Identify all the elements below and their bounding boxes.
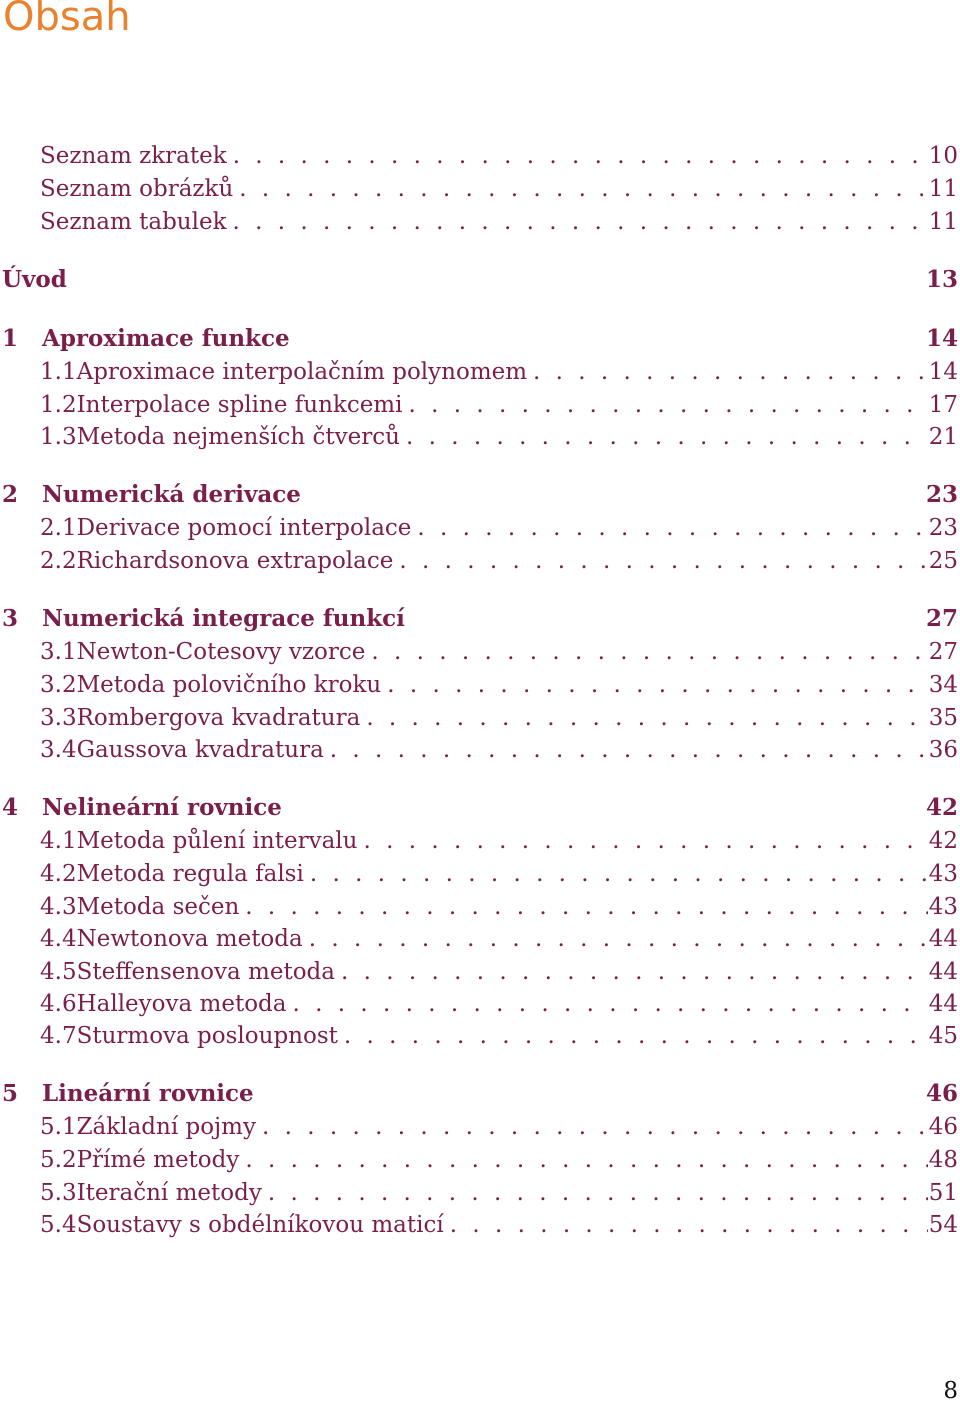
entry-title: Interpolace spline funkcemi (76, 392, 403, 418)
toc-section-entry[interactable] (0, 701, 958, 735)
entry-page: 54 (928, 1212, 958, 1238)
entry-number: 1 (2, 325, 19, 352)
toc-section-entry[interactable] (0, 511, 958, 545)
dot-leader (417, 511, 928, 545)
toc-section-entry[interactable] (0, 922, 958, 956)
toc-section-entry[interactable] (0, 857, 958, 891)
dot-leader (533, 355, 928, 389)
entry-page: 43 (928, 894, 958, 920)
entry-page: 42 (928, 828, 958, 854)
entry-title: Metoda regula falsi (76, 861, 304, 887)
entry-title: Seznam tabulek (40, 209, 227, 235)
entry-number: 4 (2, 794, 19, 821)
dot-leader (239, 172, 928, 206)
dot-leader (245, 890, 928, 924)
entry-number: 4.4 (40, 926, 77, 952)
dot-leader (233, 205, 928, 239)
entry-page: 17 (928, 392, 958, 418)
toc-chapter-entry[interactable] (0, 602, 958, 636)
toc-section-entry[interactable] (0, 987, 958, 1021)
entry-number: 2.2 (40, 548, 77, 574)
dot-leader (233, 139, 928, 173)
entry-page: 11 (928, 176, 958, 202)
entry-number: 2 (2, 481, 19, 508)
dot-leader (371, 635, 928, 669)
toc-chapter-entry[interactable] (0, 263, 958, 297)
entry-page: 14 (928, 359, 958, 385)
dot-leader (344, 1019, 928, 1053)
toc-list-entry[interactable] (0, 205, 958, 239)
entry-page: 21 (928, 424, 958, 450)
dot-leader (309, 922, 928, 956)
entry-page: 25 (928, 548, 958, 574)
toc-section-entry[interactable] (0, 890, 958, 924)
dot-leader (330, 733, 928, 767)
entry-page: 51 (928, 1180, 958, 1206)
entry-title: Halleyova metoda (76, 991, 287, 1017)
entry-page: 45 (928, 1023, 958, 1049)
dot-leader (341, 955, 928, 989)
entry-number: 1.3 (40, 424, 77, 450)
entry-page: 14 (925, 325, 958, 352)
dot-leader (450, 1208, 928, 1242)
entry-page: 35 (928, 705, 958, 731)
entry-number: 4.1 (40, 828, 77, 854)
toc-heading: Obsah (3, 0, 131, 40)
toc-chapter-entry[interactable] (0, 322, 958, 356)
toc-list-entry[interactable] (0, 172, 958, 206)
dot-leader (262, 1110, 928, 1144)
toc-chapter-entry[interactable] (0, 478, 958, 512)
entry-title: Richardsonova extrapolace (76, 548, 394, 574)
toc-section-entry[interactable] (0, 955, 958, 989)
entry-page: 42 (925, 794, 958, 821)
toc-section-entry[interactable] (0, 355, 958, 389)
entry-page: 46 (928, 1114, 958, 1140)
toc-section-entry[interactable] (0, 1019, 958, 1053)
entry-page: 23 (925, 481, 958, 508)
entry-title: Nelineární rovnice (42, 794, 282, 821)
toc-section-entry[interactable] (0, 1143, 958, 1177)
entry-number: 4.3 (40, 894, 77, 920)
entry-number: 3.1 (40, 639, 77, 665)
toc-section-entry[interactable] (0, 388, 958, 422)
entry-title: Aproximace interpolačním polynomem (76, 359, 528, 385)
dot-leader (268, 1176, 928, 1210)
entry-title: Přímé metody (76, 1147, 240, 1173)
entry-title: Seznam obrázků (40, 176, 234, 202)
entry-title: Steffensenova metoda (76, 959, 335, 985)
entry-title: Numerická derivace (42, 481, 301, 508)
entry-number: 4.2 (40, 861, 77, 887)
entry-number: 3.2 (40, 672, 77, 698)
entry-title: Soustavy s obdélníkovou maticí (76, 1212, 444, 1238)
entry-number: 1.1 (40, 359, 77, 385)
entry-number: 5.2 (40, 1147, 77, 1173)
entry-page: 44 (928, 926, 958, 952)
entry-number: 1.2 (40, 392, 77, 418)
toc-section-entry[interactable] (0, 824, 958, 858)
entry-title: Numerická integrace funkcí (42, 605, 405, 632)
entry-number: 4.6 (40, 991, 77, 1017)
entry-page: 46 (925, 1080, 958, 1107)
entry-page: 11 (928, 209, 958, 235)
entry-page: 36 (928, 737, 958, 763)
entry-number: 3.4 (40, 737, 77, 763)
entry-page: 13 (925, 266, 958, 293)
entry-title: Newton-Cotesovy vzorce (76, 639, 366, 665)
entry-number: 5.4 (40, 1212, 77, 1238)
entry-title: Derivace pomocí interpolace (76, 515, 412, 541)
entry-number: 3.3 (40, 705, 77, 731)
entry-page: 10 (928, 143, 958, 169)
entry-number: 5 (2, 1080, 19, 1107)
toc-section-entry[interactable] (0, 733, 958, 767)
toc-chapter-entry[interactable] (0, 791, 958, 825)
toc-list-entry[interactable] (0, 139, 958, 173)
dot-leader (408, 388, 928, 422)
dot-leader (245, 1143, 928, 1177)
toc-section-entry[interactable] (0, 635, 958, 669)
toc-section-entry[interactable] (0, 668, 958, 702)
entry-page: 44 (928, 991, 958, 1017)
toc-section-entry[interactable] (0, 1110, 958, 1144)
entry-number: 5.3 (40, 1180, 77, 1206)
entry-number: 4.5 (40, 959, 77, 985)
entry-number: 5.1 (40, 1114, 77, 1140)
dot-leader (399, 544, 928, 578)
dot-leader (366, 701, 928, 735)
toc-chapter-entry[interactable] (0, 1077, 958, 1111)
entry-page: 43 (928, 861, 958, 887)
entry-title: Metoda sečen (76, 894, 240, 920)
entry-title: Lineární rovnice (42, 1080, 254, 1107)
entry-page: 44 (928, 959, 958, 985)
entry-title: Metoda půlení intervalu (76, 828, 358, 854)
toc-section-entry[interactable] (0, 1176, 958, 1210)
dot-leader (292, 987, 928, 1021)
entry-title: Seznam zkratek (40, 143, 227, 169)
entry-page: 23 (928, 515, 958, 541)
entry-number: 2.1 (40, 515, 77, 541)
entry-title: Metoda nejmenších čtverců (76, 424, 400, 450)
entry-title: Gaussova kvadratura (76, 737, 324, 763)
entry-page: 48 (928, 1147, 958, 1173)
entry-number: 4.7 (40, 1023, 77, 1049)
page-number: 8 (943, 1378, 958, 1404)
entry-title: Základní pojmy (76, 1114, 256, 1140)
dot-leader (310, 857, 928, 891)
entry-page: 34 (928, 672, 958, 698)
dot-leader (406, 420, 928, 454)
entry-title: Sturmova posloupnost (76, 1023, 338, 1049)
entry-title: Newtonova metoda (76, 926, 303, 952)
entry-page: 27 (928, 639, 958, 665)
dot-leader (387, 668, 928, 702)
entry-page: 27 (925, 605, 958, 632)
dot-leader (363, 824, 928, 858)
toc-section-entry[interactable] (0, 544, 958, 578)
entry-number: 3 (2, 605, 19, 632)
entry-title: Iterační metody (76, 1180, 262, 1206)
entry-title: Metoda polovičního kroku (76, 672, 382, 698)
entry-title: Úvod (2, 266, 67, 293)
entry-title: Aproximace funkce (42, 325, 290, 352)
entry-title: Rombergova kvadratura (76, 705, 361, 731)
toc-section-entry[interactable] (0, 1208, 958, 1242)
toc-section-entry[interactable] (0, 420, 958, 454)
